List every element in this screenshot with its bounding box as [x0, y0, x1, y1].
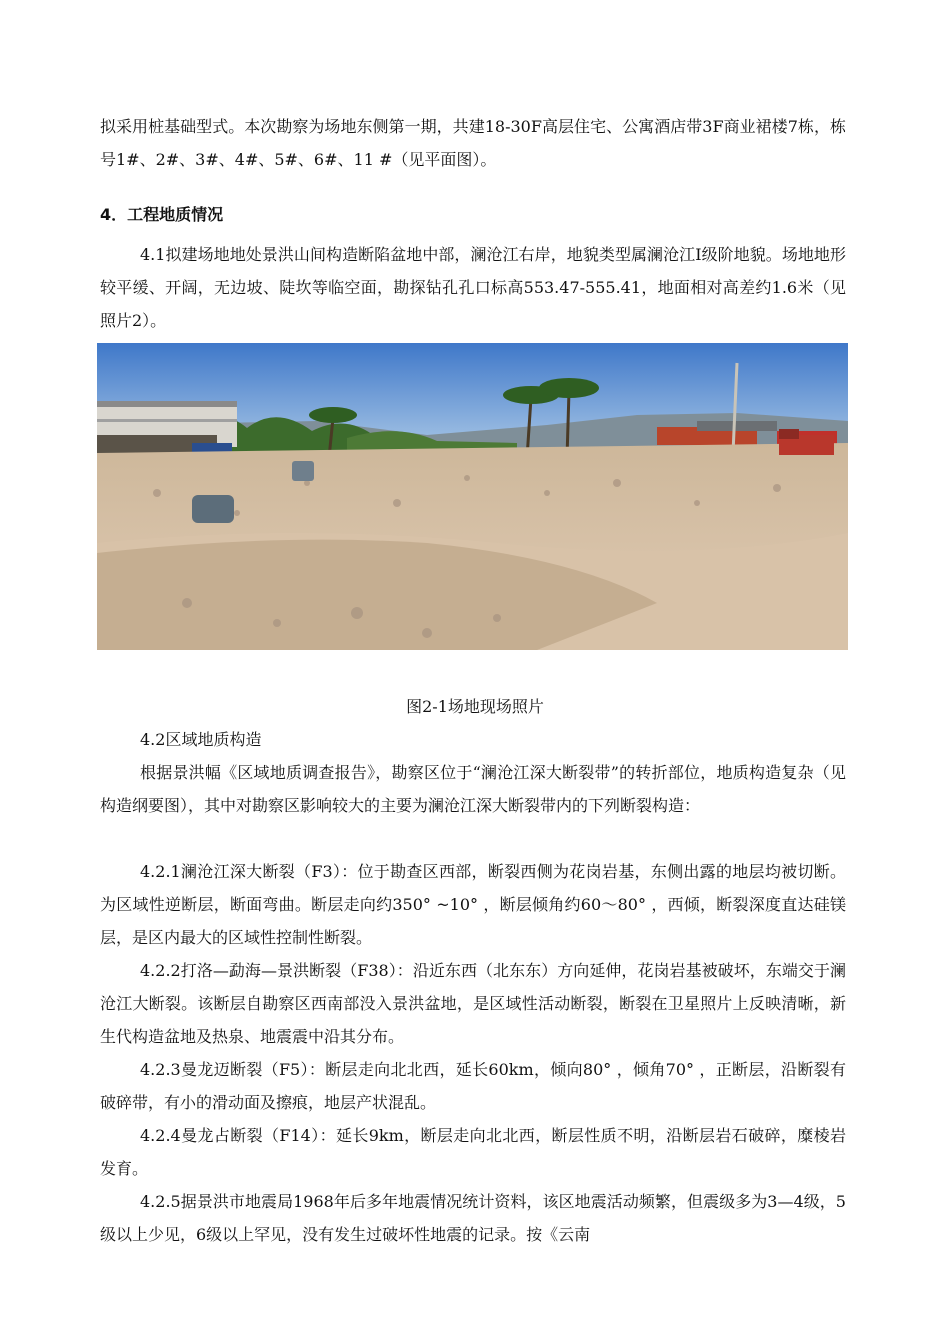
photo-caption: 图2-1场地现场照片 — [406, 697, 544, 716]
site-photo — [97, 343, 848, 650]
paragraph-4-2-3: 4.2.3曼龙迈断裂（F5）：断层走向北北西，延长60km，倾向80° ，倾角70° ，正断层，沿断裂有破碎带，有小的滑动面及擦痕，地层产状混乱。 — [100, 1060, 846, 1112]
section-4-2-title: 4.2区域地质构造 — [140, 730, 262, 749]
paragraph-4-2-5: 4.2.5据景洪市地震局1968年后多年地震情况统计资料，该区地震活动频繁，但震级多为3—4级，5级以上少见，6级以上罕见，没有发生过破坏性地震的记录。按《云南 — [100, 1192, 846, 1244]
intro-paragraph: 拟采用桩基础型式。本次勘察为场地东侧第一期，共建18-30F高层住宅、公寓酒店带3F商业裙楼7栋，栋号1#、2#、3#、4#、5#、6#、11 #（见平面图）。 — [100, 117, 846, 169]
paragraph-4-2-4: 4.2.4曼龙占断裂（F14）：延长9km，断层走向北北西，断层性质不明，沿断层岩石破碎，糜棱岩发育。 — [100, 1126, 846, 1178]
paragraph-4-2-2: 4.2.2打洛—勐海—景洪断裂（F38）：沿近东西（北东东）方向延伸，花岗岩基被破坏，东端交于澜沧江大断裂。该断层自勘察区西南部没入景洪盆地，是区域性活动断裂，断裂在卫星照片上反映清晰，新生代构造盆地及热泉、地震震中沿其分布。 — [100, 961, 846, 1046]
paragraph-4-2: 根据景洪幅《区域地质调查报告》，勘察区位于“澜沧江深大断裂带”的转折部位，地质构造复杂（见构造纲要图），其中对勘察区影响较大的主要为澜沧江深大断裂带内的下列断裂构造： — [100, 763, 846, 815]
paragraph-4-1: 4.1拟建场地地处景洪山间构造断陷盆地中部，澜沧江右岸，地貌类型属澜沧江Ⅰ级阶地貌。场地地形较平缓、开阔，无边坡、陡坎等临空面，勘探钻孔孔口标高553.47-555.41，地面相对高差约1.6米（见照片2）。 — [100, 245, 846, 330]
paragraph-4-2-1: 4.2.1澜沧江深大断裂（F3）：位于勘查区西部，断裂西侧为花岗岩基，东侧出露的地层均被切断。为区域性逆断层，断面弯曲。断层走向约350° ~10° ，断层倾角约60～80° ，西倾，断裂深度直达硅镁层，是区内最大的区域性控制性断裂。 — [100, 862, 846, 947]
section-heading: 4．工程地质情况 — [100, 205, 224, 224]
